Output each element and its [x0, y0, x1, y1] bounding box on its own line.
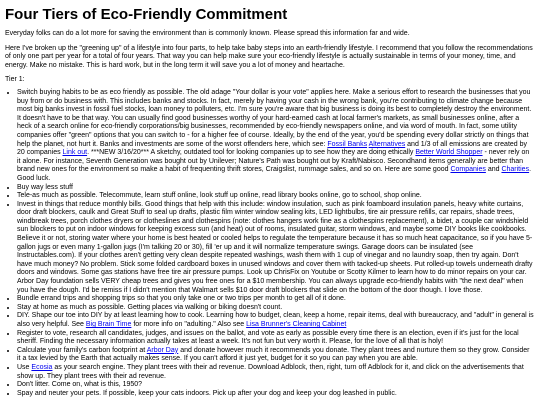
intro-paragraph-2: Here I've broken up the "greening up" of a lifestyle into four parts, to help take baby steps into an earth-friendly lifestyle. I recommend that you follow the recommendations of only one part per year for a total of four years. That way you can help make sure your eco-friendly lifestyle is actually sustainable in terms of your money, time, and energy. Make no mistake. This is hard work, but in the long term it will save you a lot of money and heartache.	[5, 44, 533, 69]
list-item-pets: • Spay and neuter your pets. If possible, keep your cats indoors. Pick up after your dog and keep your dog leashed in public.	[17, 390, 534, 399]
list-item-litter: • Don't litter. Come on, what is this, 1950?	[17, 381, 534, 390]
page-title: Four Tiers of Eco-Friendly Commitment	[5, 6, 288, 23]
list-item-stay-home: • Stay at home as much as possible. Getting places via walking or biking doesn't count.	[17, 304, 534, 313]
companies-link[interactable]: Companies	[450, 166, 486, 174]
tier-1-list	[5, 89, 534, 398]
list-item-buy-less: • Buy way less stuff	[17, 184, 534, 193]
better-world-shopper-link[interactable]: Better World Shopper	[415, 149, 483, 157]
link-out-link[interactable]: Link out	[62, 149, 88, 157]
tier-1-label: Tier 1:	[5, 76, 25, 84]
list-item-ecosia: • Use Ecosia as your search engine. They plant trees with their ad revenue. Download Adblock, then, right, turn off Adblock for it, and click on the advertisements that show up. They plant trees with their ad revenue.	[17, 364, 534, 381]
list-item-vote: • Register to vote, research all candidates, judges, and issues on the ballot, and vote as early as possible every time there is an election, even if it's just for the local sheriff. Finding the necessary information actually takes at least a week. It's not fun but very worth it. Please, for the love of all that is holy!	[17, 330, 534, 347]
list-item-carbon-footprint: • Calculate your family's carbon footprint at Arbor Day and donate however much it recommends you donate. They plant trees and nurture them so they grow. Consider it a tax levied by the Earth that actually makes sense. If you can't afford it just yet, budget for it so you can pay when you are able.	[17, 347, 534, 364]
arbor-day-link[interactable]: Arbor Day	[146, 346, 179, 354]
list-item-bundle-errands: • Bundle errand trips and shopping trips so that you only take one or two trips per month to get all of it done.	[17, 295, 534, 304]
big-brain-time-link[interactable]: Big Brain Time	[85, 321, 132, 328]
ecosia-link[interactable]: Ecosia	[31, 363, 53, 371]
fossil-banks-link[interactable]: Fossil Banks	[327, 140, 368, 148]
lisa-brunner-link[interactable]: Lisa Brunner's Cleaning Cabinet	[246, 321, 347, 328]
list-item-tele: • Tele-as much as possible. Telecommute, learn stuff online, look stuff up online, read library books online, go to school, shop online.	[17, 192, 534, 201]
list-item-reduce-bills: • Invest in things that reduce monthly bills. Good things that help with this include: window insulation, such as pink foamboard insulation panels, heavy white curtains, door draft blockers, caulk and Great Stuff to seal up drafts, plastic film winter window sealing kits, LED lightbulbs, tire air pressure refills, car repairs, shade trees, windbreak trees, porch clothes dryers or clotheslines and clothespins (note: clothes hangers work fine as a clothespins replacement), a bidet, a couple car windshield sun blockers to put on indoor windows for keeping excess sun (and heat) out of rooms, insulated guitar, storm windows, and maybe some DIY books like cookbooks. Believe it or not, storing water where your home is best heated or cooled helps to regulate the temperature because it has so much heat capacitance, so if you have 5-gallon jugs or even many 1-gallon jugs (I'm talking 20 or 30), fill 'er up and it will normalize temperature swings. Garage doors can be insulated (see Instructables.com). If your clothes aren't getting very clean despite repeated washings, wash them with 1 cup of vinegar and no laundry soap, then try again. Don't have much money? No problem. Stick some folded cardboard boxes in unused windows and cover them with tacked-up sheets. Put rolled-up towels underneath drafty doors and windows. Some gas stations have free tire air pressure pumps. Look up ChrisFix on Youtube or Scotty Kilmer to learn how to do minor repairs on your car. Arbor Day foundation sells VERY cheap trees and gives you free ones for a $10 membership. You can always upgrade eco-friendly habits with "the next deal" when you have the dough. I'd be remiss if I didn't mention that Walmart sells $10 door draft blockers that slide on the bottom of the door though. I love those.	[17, 201, 534, 296]
list-item-diy: • DIY. Shape our toe into DIY by at least learning how to cook. Learning how to budget, clean, keep a home, repair items, deal with bureaucracy, and "adult" in general is also very helpful. See Big Brain Time for more info on "adulting." Also see Lisa Brunner's Cleaning Cabinet	[17, 312, 534, 329]
list-item-buying-habits: • Switch buying habits to be as eco friendly as possible. The old adage "Your dollar is your vote" applies here. Make a serious effort to research the businesses that you buy from or do business with. This includes banks and stocks. In fact, merely by having your cash in the wrong bank, you're contributing to climate change because most big banks invest in fossil fuel stocks, loan money to polluters, etc. I'm sure you're aware that big business is doing its best to completely destroy the environment. It doesn't have to be that way. You can usually find good businesses worthy of your hard-earned cash at local farmer's markets, as small businesses online, after a heck of a search online for eco-friendly corporations/big businesses, recommended by eco-friendly newspapers online, and via word of mouth. In fact, some utility companies offer "green" options that you can switch to - for a higher fee of course. Ideally, by the end of the year, you'd be spending every dollar strictly on things that help the planet, not hurt it. Banks and investments are some of the worst offenders here, which see: Fossil Banks Alternatives and 1/3 of all emissions are created by 20 companies Link out. ***NEW 3/16/20*** A sketchy, outdated tool for looking companies up to see how they are doing ethically Better World Shopper - never rely on it alone. For instance, Seventh Generation was bought out by Unilever; Nature's Path was bought out by Kraft/Nabisco. Secondhand items generally are better than brand new ones for the environment so make a habit of frequenting thrift stores, Craigslist, rummage sales, and so on. Here are some good Companies and Charities. Good luck.	[17, 89, 534, 184]
intro-paragraph-1: Everyday folks can do a lot more for saving the environment than is commonly known. Please spread this information far and wide.	[5, 30, 410, 37]
charities-link[interactable]: Charities	[501, 166, 530, 174]
alternatives-link[interactable]: Alternatives	[368, 140, 406, 148]
